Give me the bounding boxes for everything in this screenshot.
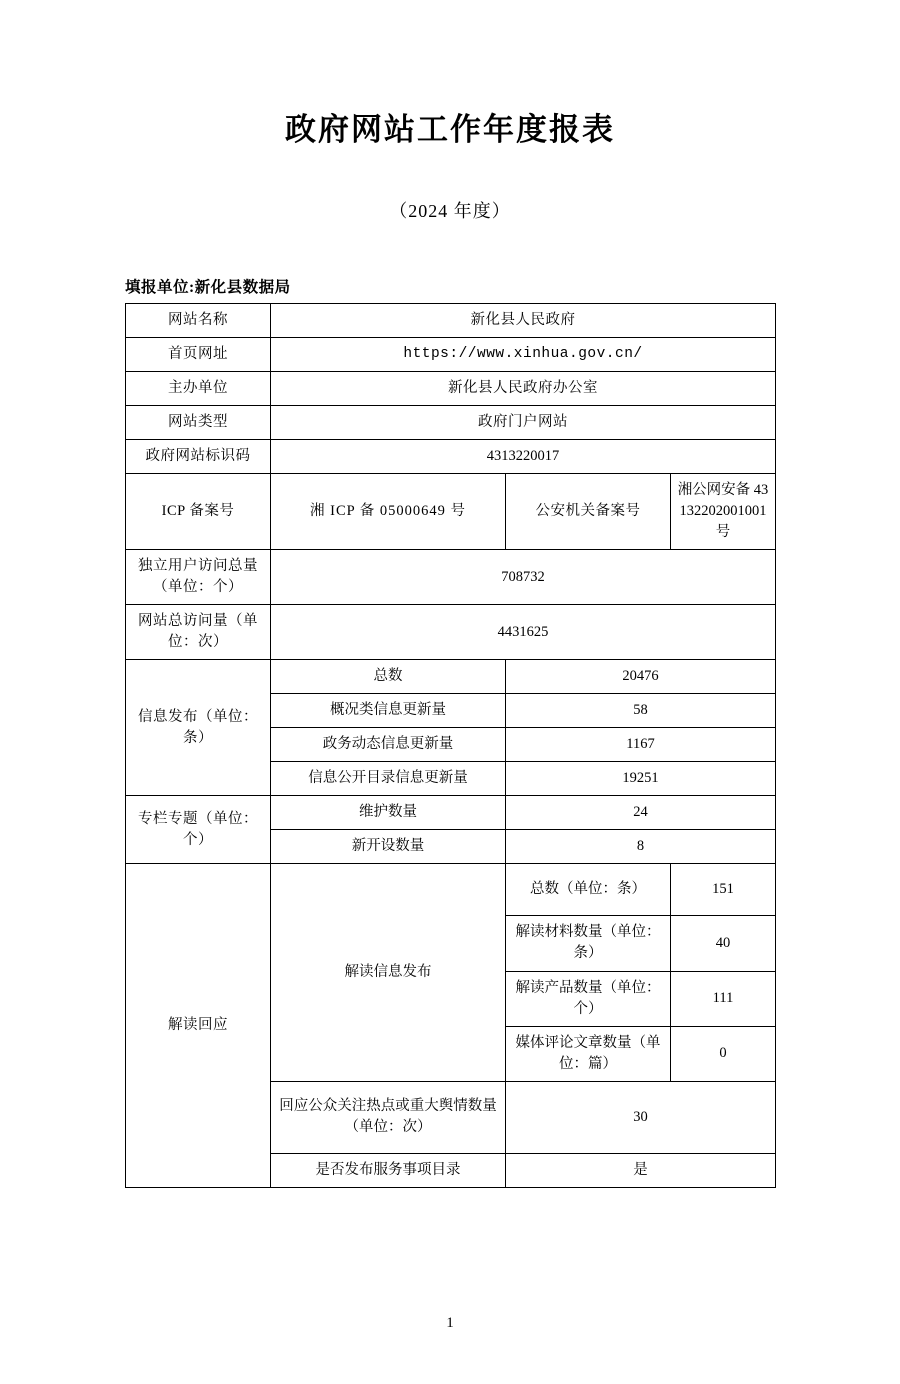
table-row (126, 304, 776, 338)
table-row (126, 796, 776, 830)
unique-visitors-value: 708732 (271, 550, 776, 605)
interpretation-row-name: 解读材料数量（单位：条） (506, 916, 671, 971)
icp-value: 湘 ICP 备 05000649 号 (271, 474, 506, 550)
interpretation-row-value: 40 (671, 916, 776, 971)
table-row (126, 440, 776, 474)
interpretation-row-value: 0 (671, 1026, 776, 1081)
info-publish-row-name: 政务动态信息更新量 (271, 728, 506, 762)
homepage-label: 首页网址 (126, 338, 271, 372)
filler-unit-label: 填报单位:新化县数据局 (125, 279, 291, 297)
service-catalog-label: 是否发布服务事项目录 (271, 1153, 506, 1187)
sponsor-value: 新化县人民政府办公室 (271, 372, 776, 406)
info-publish-row-value: 58 (506, 694, 776, 728)
column-topic-row-name: 维护数量 (271, 796, 506, 830)
page-title: 政府网站工作年度报表 (285, 112, 615, 148)
column-topic-label: 专栏专题（单位：个） (126, 796, 271, 864)
police-record-label: 公安机关备案号 (506, 474, 671, 550)
homepage-value: https://www.xinhua.gov.cn/ (271, 338, 776, 372)
info-publish-row-name: 信息公开目录信息更新量 (271, 762, 506, 796)
interpretation-publish-label: 解读信息发布 (271, 864, 506, 1081)
site-name-label: 网站名称 (126, 304, 271, 338)
table-row (126, 372, 776, 406)
interpretation-row-name: 媒体评论文章数量（单位：篇） (506, 1026, 671, 1081)
info-publish-row-name: 总数 (271, 660, 506, 694)
icp-label: ICP 备案号 (126, 474, 271, 550)
page-number: 1 (446, 1315, 454, 1331)
table-row (126, 660, 776, 694)
info-publish-row-value: 1167 (506, 728, 776, 762)
site-type-value: 政府门户网站 (271, 406, 776, 440)
interpretation-row-name: 总数（单位：条） (506, 864, 671, 916)
sponsor-label: 主办单位 (126, 372, 271, 406)
hotspot-response-value: 30 (506, 1081, 776, 1153)
site-code-value: 4313220017 (271, 440, 776, 474)
column-topic-row-value: 24 (506, 796, 776, 830)
info-publish-row-name: 概况类信息更新量 (271, 694, 506, 728)
unique-visitors-label: 独立用户访问总量（单位：个） (126, 550, 271, 605)
police-record-value: 湘公网安备 43132202001001 号 (671, 474, 776, 550)
hotspot-response-label: 回应公众关注热点或重大舆情数量（单位：次） (271, 1081, 506, 1153)
interpretation-row-name: 解读产品数量（单位：个） (506, 971, 671, 1026)
column-topic-row-name: 新开设数量 (271, 830, 506, 864)
site-type-label: 网站类型 (126, 406, 271, 440)
table-row (126, 864, 776, 916)
column-topic-row-value: 8 (506, 830, 776, 864)
site-name-value: 新化县人民政府 (271, 304, 776, 338)
interpretation-row-value: 111 (671, 971, 776, 1026)
site-code-label: 政府网站标识码 (126, 440, 271, 474)
document-page (0, 112, 900, 1384)
interpretation-label: 解读回应 (126, 864, 271, 1187)
interpretation-row-value: 151 (671, 864, 776, 916)
total-visits-label: 网站总访问量（单位：次） (126, 605, 271, 660)
annual-report-table (125, 303, 776, 1187)
page-subtitle: （2024 年度） (389, 201, 511, 222)
info-publish-row-value: 19251 (506, 762, 776, 796)
table-row (126, 474, 776, 550)
info-publish-label: 信息发布（单位：条） (126, 660, 271, 796)
total-visits-value: 4431625 (271, 605, 776, 660)
table-row (126, 406, 776, 440)
table-row (126, 605, 776, 660)
service-catalog-value: 是 (506, 1153, 776, 1187)
table-row (126, 550, 776, 605)
info-publish-row-value: 20476 (506, 660, 776, 694)
table-row (126, 338, 776, 372)
